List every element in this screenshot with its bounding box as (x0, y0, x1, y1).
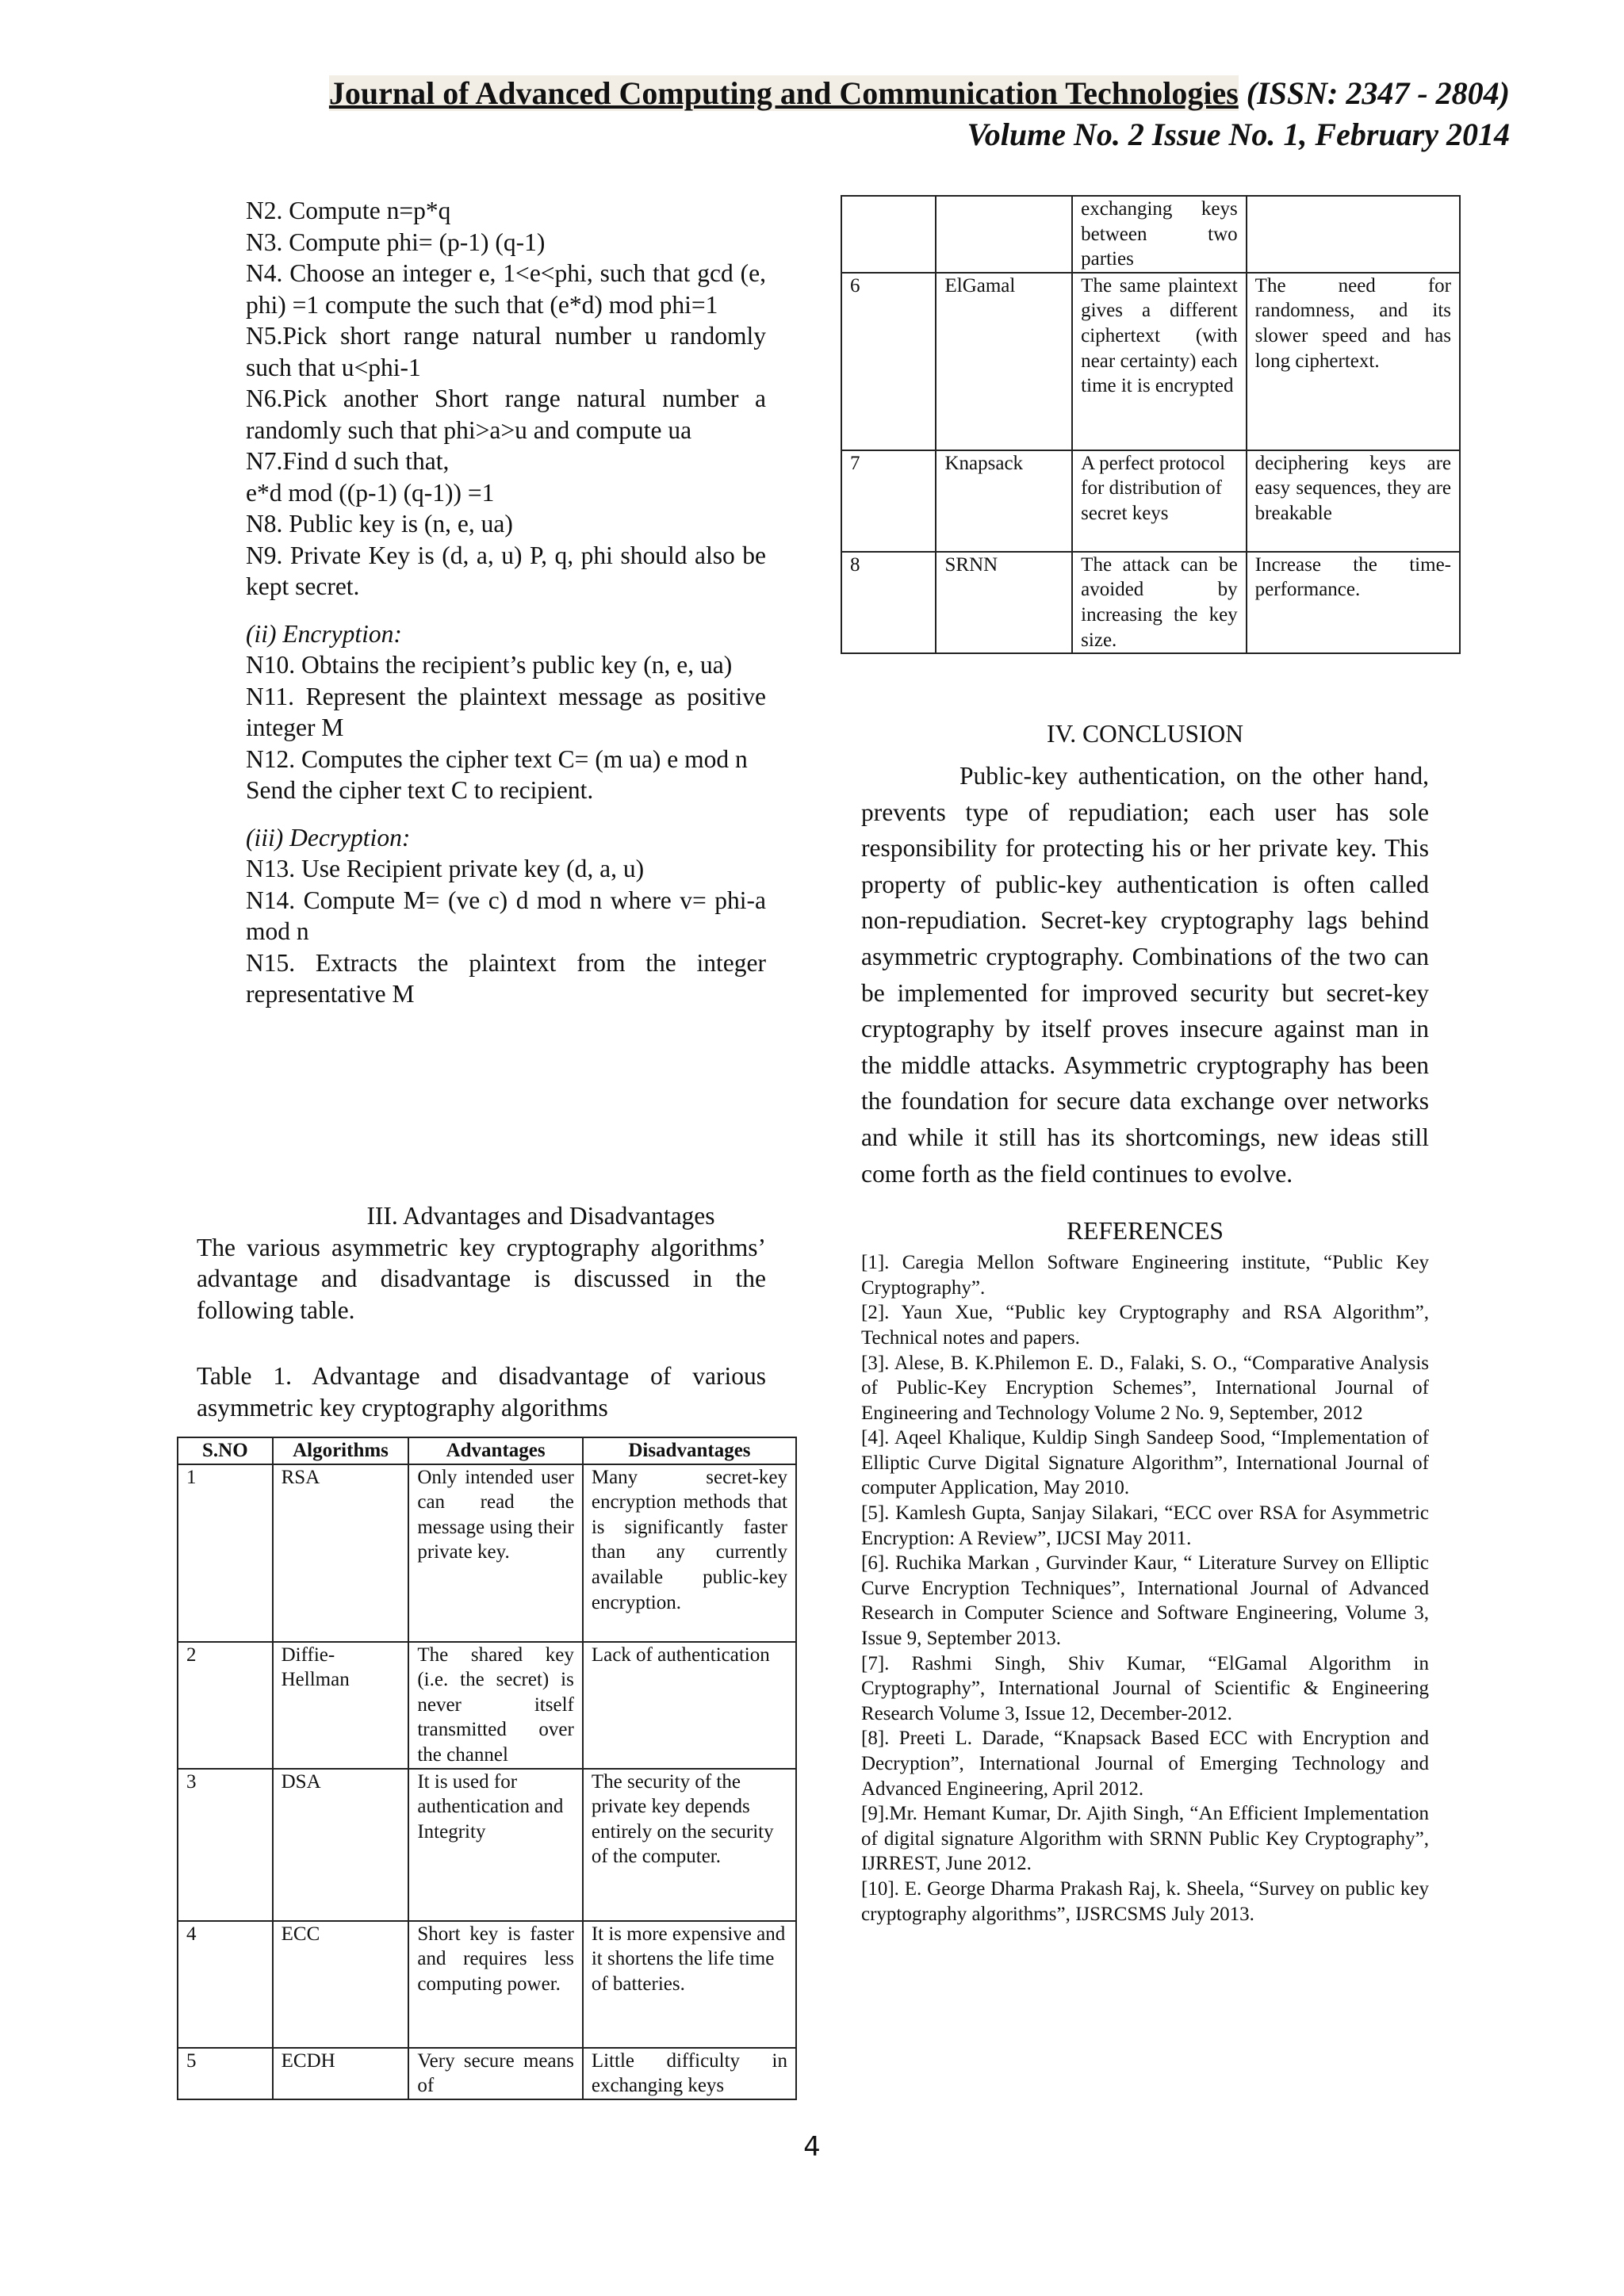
table-row (841, 450, 1460, 552)
cell-disadvantage: deciphering keys are easy sequences, they are breakable (1247, 450, 1460, 552)
table-row (178, 1921, 796, 2048)
step-n5: N5.Pick short range natural number u randomly such that u<phi-1 (246, 322, 766, 381)
cell-disadvantage (1247, 196, 1460, 273)
table-row (841, 273, 1460, 450)
cell-algorithm: Knapsack (936, 450, 1072, 552)
step-n6: N6.Pick another Short range natural number a randomly such that phi>a>u and compute ua (246, 385, 766, 444)
cell-advantage: It is used for authentication and Integrity (408, 1769, 582, 1921)
cell-sno: 3 (178, 1769, 273, 1921)
reference-item: [2]. Yaun Xue, “Public key Cryptography and RSA Algorithm”, Technical notes and papers. (861, 1302, 1429, 1349)
reference-item: [5]. Kamlesh Gupta, Sanjay Silakari, “ECC over RSA for Asymmetric Encryption: A Review”, IJCSI May 2011. (861, 1502, 1429, 1549)
table-row (178, 2048, 796, 2099)
cell-advantage: Short key is faster and requires less computing power. (408, 1921, 582, 2048)
step-n12: N12. Computes the cipher text C= (m ua) e mod n (246, 744, 748, 773)
section3-body: The various asymmetric key cryptography algorithms’ advantage and disadvantage is discussed in the following table. (197, 1233, 766, 1324)
page-header (0, 73, 1510, 155)
cell-algorithm: SRNN (936, 552, 1072, 653)
step-n9: N9. Private Key is (d, a, u) P, q, phi should also be kept secret. (246, 541, 766, 600)
table-row (841, 552, 1460, 653)
cell-algorithm: ECDH (273, 2048, 409, 2099)
step-n3: N3. Compute phi= (p-1) (q-1) (246, 228, 546, 256)
section-advantages (197, 1200, 766, 1423)
cell-algorithm: ECC (273, 1921, 409, 2048)
reference-list (861, 1250, 1429, 1927)
reference-item: [3]. Alese, B. K.Philemon E. D., Falaki, S. O., “Comparative Analysis of Public-Key Encryption Schemes”, International Journal of Engineering and Technology Volume 2 No. 9, September, 2012 (861, 1352, 1429, 1424)
conclusion-body: Public-key authentication, on the other hand, prevents type of repudiation; each user has sole responsibility for protecting his or her private key. This property of public-key authentication is often called non-repudiation. Secret-key cryptography lags behind asymmetric cryptography. Combinations of the two can be implemented for improved security but secret-key cryptography by itself proves insecure against man in the middle attacks. Asymmetric cryptography has been the foundation for secure data exchange over networks and while it still has its shortcomings, new ideas still come forth as the field continues to evolve. (861, 762, 1429, 1188)
conclusion-heading: IV. CONCLUSION (1047, 720, 1243, 748)
step-n4: N4. Choose an integer e, 1<e<phi, such that gcd (e, phi) =1 compute the such that (e*d) mod phi=1 (246, 259, 766, 319)
step-n11: N11. Represent the plaintext message as positive integer M (246, 682, 766, 741)
reference-item: [9].Mr. Hemant Kumar, Dr. Ajith Singh, “An Efficient Implementation of digital signature Algorithm with SRNN Public Key Cryptography”, IJRREST, June 2012. (861, 1803, 1429, 1875)
cell-advantage: The attack can be avoided by increasing the key size. (1072, 552, 1247, 653)
reference-item: [10]. E. George Dharma Prakash Raj, k. Sheela, “Survey on public key cryptography algorithms”, IJSRCSMS July 2013. (861, 1877, 1429, 1925)
cell-algorithm: Diffie-Hellman (273, 1642, 409, 1769)
cell-disadvantage: The security of the private key depends entirely on the security of the computer. (583, 1769, 796, 1921)
reference-item: [6]. Ruchika Markan , Gurvinder Kaur, “ Literature Survey on Elliptic Curve Encryption Techniques”, International Journal of Advanced Research in Computer Science and Software Engineering, Volume 3, Issue 9, September 2013. (861, 1552, 1429, 1650)
page-number: 4 (803, 2131, 821, 2163)
key-generation-steps (246, 195, 766, 603)
step-n7: N7.Find d such that, (246, 447, 450, 475)
cell-sno (841, 196, 936, 273)
cell-sno: 4 (178, 1921, 273, 2048)
cell-advantage: The shared key (i.e. the secret) is never itself transmitted over the channel (408, 1642, 582, 1769)
header-advantages: Advantages (408, 1437, 582, 1464)
step-n13: N13. Use Recipient private key (d, a, u) (246, 855, 645, 882)
step-n7-formula: e*d mod ((p-1) (q-1)) =1 (246, 478, 495, 507)
cell-sno: 5 (178, 2048, 273, 2099)
cell-advantage: Very secure means of (408, 2048, 582, 2099)
table-caption: Table 1. Advantage and disadvantage of various asymmetric key cryptography algorithms (197, 1362, 766, 1422)
table-row (178, 1464, 796, 1642)
cell-sno: 7 (841, 450, 936, 552)
reference-item: [7]. Rashmi Singh, Shiv Kumar, “ElGamal Algorithm in Cryptography”, International Journal of Scientific & Engineering Research Volume 3, Issue 12, December-2012. (861, 1652, 1429, 1724)
cell-sno: 8 (841, 552, 936, 653)
section3-heading: III. Advantages and Disadvantages (366, 1202, 715, 1230)
table-row (178, 1642, 796, 1769)
reference-item: [8]. Preeti L. Darade, “Knapsack Based ECC with Encryption and Decryption”, International Journal of Emerging Technology and Advanced Engineering, April 2012. (861, 1728, 1429, 1800)
cell-sno: 2 (178, 1642, 273, 1769)
cell-disadvantage: It is more expensive and it shortens the life time of batteries. (583, 1921, 796, 2048)
table-row (841, 196, 1460, 273)
cell-advantage: Only intended user can read the message using their private key. (408, 1464, 582, 1642)
reference-item: [4]. Aqeel Khalique, Kuldip Singh Sandeep Sood, “Implementation of Elliptic Curve Digital Signature Algorithm”, International Journal of computer Application, May 2010. (861, 1427, 1429, 1499)
comparison-table (177, 1437, 797, 2100)
cell-algorithm: RSA (273, 1464, 409, 1642)
cell-disadvantage: Increase the time-performance. (1247, 552, 1460, 653)
comparison-table-continued (841, 195, 1461, 654)
cell-advantage: The same plaintext gives a different ciphertext (with near certainty) each time it is encrypted (1072, 273, 1247, 450)
header-sno: S.NO (178, 1437, 273, 1464)
step-n8: N8. Public key is (n, e, ua) (246, 510, 513, 538)
header-disadvantages: Disadvantages (583, 1437, 796, 1464)
step-n14: N14. Compute M= (ve c) d mod n where v= phi-a mod n (246, 886, 766, 945)
cell-disadvantage: Lack of authentication (583, 1642, 796, 1769)
journal-name: Journal of Advanced Computing and Communication Technologies (328, 75, 1239, 111)
cell-disadvantage: Little difficulty in exchanging keys (583, 2048, 796, 2099)
right-column (861, 718, 1429, 1927)
step-n15: N15. Extracts the plaintext from the integer representative M (246, 948, 766, 1008)
table-header-row (178, 1437, 796, 1464)
cell-algorithm: DSA (273, 1769, 409, 1921)
references-heading: REFERENCES (1067, 1217, 1224, 1246)
journal-volume: Volume No. 2 Issue No. 1, February 2014 (967, 117, 1510, 152)
cell-advantage: exchanging keys between two parties (1072, 196, 1247, 273)
cell-disadvantage: The need for randomness, and its slower speed and has long ciphertext. (1247, 273, 1460, 450)
encryption-heading: (ii) Encryption: (246, 619, 402, 648)
cell-algorithm (936, 196, 1072, 273)
step-n10: N10. Obtains the recipient’s public key (n, e, ua) (246, 651, 733, 679)
table-row (178, 1769, 796, 1921)
cell-advantage: A perfect protocol for distribution of secret keys (1072, 450, 1247, 552)
reference-item: [1]. Caregia Mellon Software Engineering institute, “Public Key Cryptography”. (861, 1252, 1429, 1299)
cell-sno: 1 (178, 1464, 273, 1642)
cell-disadvantage: Many secret-key encryption methods that is significantly faster than any currently available public-key encryption. (583, 1464, 796, 1642)
header-algorithms: Algorithms (273, 1437, 409, 1464)
decryption-heading: (iii) Decryption: (246, 823, 411, 851)
step-n2: N2. Compute n=p*q (246, 197, 451, 224)
cell-sno: 6 (841, 273, 936, 450)
cell-algorithm: ElGamal (936, 273, 1072, 450)
left-column (246, 195, 766, 1010)
send-step: Send the cipher text C to recipient. (246, 776, 594, 804)
journal-issn: (ISSN: 2347 - 2804) (1246, 75, 1510, 111)
